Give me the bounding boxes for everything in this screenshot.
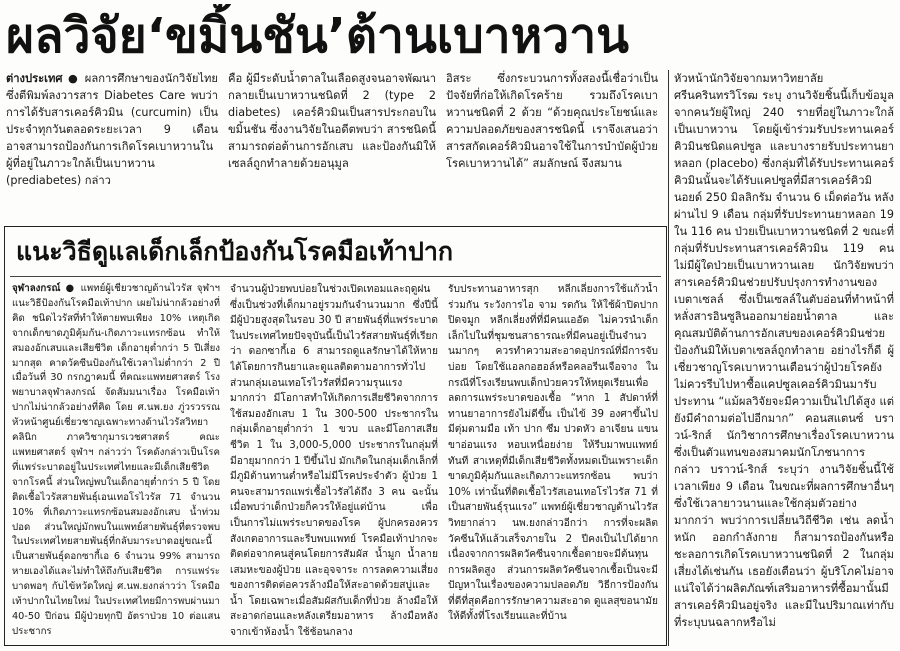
article2-text-col1: แพทย์ผู้เชี่ยวชาญด้านไวรัส จุฬาฯ แนะวิธีป้องกันโรคมือเท้าปาก เผยไม่น่ากลัวอย่างที่คิด ชนิดไวรัสที่ทำให้ตายพบเพียง 10% เหตุเกิดจากเด็กขาดภูมิคุ้มกัน-เกิดภาวะแทรกซ้อน ทำให้สมองอักเสบและเสียชีวิต เด็กอายุต่ำกว่า 5 ปีเสี่ยงมากสุด คาดวัคซีนป้องกันใช้เวลาไม่ต่ำกว่า 2 ปี เมื่อวันที่ 30 กรกฎาคมนี้ ที่คณะแพทยศาสตร์ โรงพยาบาลจุฬาลงกรณ์ จัดสัมมนาเรื่อง โรคมือเท้าปากไม่น่ากลัวอย่างที่คิด โดย ศ.นพ.ยง ภู่วรวรรณ หัวหน้าศูนย์เชี่ยวชาญเฉพาะทางด้านไวรัสวิทยาคลินิก ภาควิชากุมารเวชศาสตร์ คณะแพทยศาสตร์ จุฬาฯ กล่าวว่า โรคดังกล่าวเป็นโรคที่แพร่ระบาดอยู่ในประเทศไทยและมีเด็กเสียชีวิตจากโรคนี้ ส่วนใหญ่พบในเด็กอายุต่ำกว่า 5 ปี โดยติดเชื้อไวรัสสายพันธุ์เอนเทอโรไวรัส 71 จำนวน 10% ที่เกิดภาวะแทรกซ้อนสมองอักเสบ น้ำท่วมปอด ส่วนใหญ่มักพบในแพทย์สายพันธุ์ที่ตรวจพบในประเทศไทยสายพันธุ์ที่กลับมาระบาดอยู่ขณะนี้เป็นสายพันธุ์ดอกซากี้เอ 6 จำนวน 99% สามารถหายเองได้และไม่ทำให้ถึงกับเสียชีวิต การแพร่ระบาดพอๆ กับไข้หวัดใหญ่ ศ.นพ.ยงกล่าวว่า โรคมือเท้าปากในไทยใหม่ ในประเทศไทยมีการพบผ่านมา 40-50 ปีก่อน มีผู้ป่วยทุกปี อัตราป่วย 10 ต่อแสนประชากร	[12, 283, 220, 637]
article2-dateline: จุฬาลงกรณ์ ●	[12, 283, 76, 294]
article1-headline: ผลวิจัย‘ขมิ้นชัน’ต้านเบาหวาน	[6, 8, 629, 64]
article1-text-col4: หัวหน้านักวิจัยจากมหาวิทยาลัยศรีนครินทรวิโรฒ ระบุ งานวิจัยชิ้นนี้เก็บข้อมูลจากคนวัยผู้ใหญ่ 240 รายที่อยู่ในภาวะใกล้เป็นเบาหวาน โดยผู้เข้าร่วมรับประทานเคอร์คิวมินชนิดแคปซูล และบางรายรับประทานยาหลอก (placebo) ซึ่งกลุ่มที่ได้รับประทานเคอร์คิวมินนั้นจะได้รับแคปซูลที่มีสารเคอร์คิวมินอยด์ 250 มิลลิกรัม จำนวน 6 เม็ดต่อวัน หลังผ่านไป 9 เดือน กลุ่มที่รับประทานยาหลอก 19 ใน 116 คน ป่วยเป็นเบาหวานชนิดที่ 2 ขณะที่กลุ่มที่รับประทานสารเคอร์คิวมิน 119 คน ไม่มีผู้ใดป่วยเป็นเบาหวานเลย นักวิจัยพบว่า สารเคอร์คิวมินช่วยปรับปรุงการทำงานของเบตาเซลล์ ซึ่งเป็นเซลล์ในตับอ่อนที่ทำหน้าที่หลั่งสารอินซูลินออกมาย่อยน้ำตาล และคุณสมบัติต้านการอักเสบของเคอร์คิวมินช่วยป้องกันมิให้เบตาเซลล์ถูกทำลาย อย่างไรก็ดี ผู้เชี่ยวชาญโรคเบาหวานเตือนว่าผู้ป่วยโรคยังไม่ควรรีบไปหาซื้อแคปซูลเคอร์คิวมินมารับประทาน “แม้ผลวิจัยจะมีความเป็นไปได้สูง แต่ยังมีคำถามต่อไปอีกมาก” คอนสแตนซ์ บราวน์-ริกส์ นักวิชาการศึกษาเรื่องโรคเบาหวานซึ่งเป็นตัวแทนของสมาคมนักโภชนาการ กล่าว บราวน์-ริกส์ ระบุว่า งานวิจัยชิ้นนี้ใช้เวลาเพียง 9 เดือน ในขณะที่ผลการศึกษาอื่นๆ ซึ่งใช้เวลายาวนานและใช้กลุ่มตัวอย่างมากกว่า พบว่าการเปลี่ยนวิถีชีวิต เช่น ลดน้ำหนัก ออกกำลังกาย ก็สามารถป้องกันหรือชะลอการเกิดโรคเบาหวานชนิดที่ 2 ในกลุ่มเสี่ยงได้เช่นกัน เธอยังเตือนว่า ผู้บริโภคไม่อาจแน่ใจได้ว่าผลิตภัณฑ์เสริมอาหารที่ซื้อมานั้นมีสารเคอร์คิวมินอยู่จริง และมีในปริมาณเท่ากับที่ระบุบนฉลากหรือไม่	[674, 72, 894, 629]
article2-text-col2: จำนวนผู้ป่วยพบบ่อยในช่วงเปิดเทอมและฤดูฝน ซึ่งเป็นช่วงที่เด็กมาอยู่รวมกันจำนวนมาก ซึ่งปีนี้มีผู้ป่วยสูงสุดในรอบ 30 ปี สายพันธุ์ที่แพร่ระบาดในประเทศไทยปัจจุบันนี้เป็นไวรัสสายพันธุ์ที่เรียกว่า ดอกซากี้เอ 6 สามารถดูแลรักษาได้ให้หายได้โดยการกินยาและดูแลติดตามอาการทั่วไป ส่วนกลุ่มเอนเทอโรไวรัสที่มีความรุนแรงมากกว่า มีโอกาสทำให้เกิดการเสียชีวิตจากการใช้สมองอักเสบ 1 ใน 300-500 ประชากรในกลุ่มเด็กอายุต่ำกว่า 1 ขวบ และมีโอกาสเสียชีวิต 1 ใน 3,000-5,000 ประชากรในกลุ่มที่มีอายุมากกว่า 1 ปีขึ้นไป มักเกิดในกลุ่มเด็กเล็กที่มีภูมิต้านทานต่ำหรือไม่มีโรคประจำตัว ผู้ป่วย 1 คนจะสามารถแพร่เชื้อไวรัสได้ถึง 3 คน ฉะนั้นเมื่อพบว่าเด็กป่วยก็ควรให้อยู่แต่บ้าน เพื่อเป็นการไม่แพร่ระบาดของโรค ผู้ปกครองควรสังเกตอาการและรีบพบแพทย์ โรคมือเท้าปากจะติดต่อจากคนสู่คนโดยการสัมผัส น้ำมูก น้ำลาย เสมหะของผู้ป่วย และอุจจาระ การลดความเสี่ยงของการติดต่อควรล้างมือให้สะอาดด้วยสบู่และน้ำ โดยเฉพาะเมื่อสัมผัสกับเด็กที่ป่วย ล้างมือให้สะอาดก่อนและหลังเตรียมอาหาร ล้างมือหลังจากเข้าห้องน้ำ ใช้ช้อนกลาง	[230, 284, 438, 639]
column-divider	[668, 70, 669, 646]
article2-column-1	[12, 282, 220, 642]
article2-headline-rule	[10, 276, 661, 277]
article2-column-2	[230, 282, 438, 642]
article2-column-3	[448, 282, 658, 642]
article1-text-col2: คือ ผู้มีระดับน้ำตาลในเลือดสูงจนอาจพัฒนากลายเป็นเบาหวานชนิดที่ 2 (type 2 diabetes) เคอร์คิวมินเป็นสารประกอบในขมิ้นชัน ซึ่งงานวิจัยในอดีตพบว่า สารชนิดนี้สามารถต่อต้านการอักเสบ และป้องกันมิให้เซลล์ถูกทำลายด้วยอนุมูล	[228, 72, 436, 170]
article2-text-col3: รับประทานอาหารสุก หลีกเลี่ยงการใช้แก้วน้ำร่วมกัน ระวังการไอ จาม รดกัน ให้ใช้ผ้าปิดปากปิดจมูก หลีกเลี่ยงที่ที่มีคนแออัด ไม่ควรนำเด็กเล็กไปในที่ชุมชนสาธารณะที่มีคนอยู่เป็นจำนวนมากๆ ควรทำความสะอาดอุปกรณ์ที่มีการจับบ่อย โดยใช้แอลกอฮอล์หรือคลอรีนเจือจาง ในกรณีที่โรงเรียนพบเด็กป่วยควรให้หยุดเรียนเพื่อลดการแพร่ระบาดของเชื้อ “หาก 1 สัปดาห์ที่ทานยาอาการยังไม่ดีขึ้น เป็นไข้ 39 องศาขึ้นไป มีตุ่มตามมือ เท้า ปาก ซึม ปวดหัว อาเจียน แขนขาอ่อนแรง หอบเหนื่อยง่าย ให้รีบมาพบแพทย์ทันที สาเหตุที่มีเด็กเสียชีวิตทั้งหมดเป็นเพราะเด็กขาดภูมิคุ้มกันและเกิดภาวะแทรกซ้อน พบว่า 10% เท่านั้นที่ติดเชื้อไวรัสเอนเทอโรไวรัส 71 ที่เป็นสายพันธุ์รุนแรง” แพทย์ผู้เชี่ยวชาญด้านไวรัสวิทยากล่าว นพ.ยงกล่าวอีกว่า การที่จะผลิตวัคซีนให้แล้วเสร็จภายใน 2 ปีคงเป็นไปได้ยาก เนื่องจากการผลิตวัคซีนจากเชื้อตายจะมีต้นทุนการผลิตสูง ส่วนการผลิตวัคซีนจากเชื้อเป็นจะมีปัญหาในเรื่องของความปลอดภัย วิธีการป้องกันที่ดีที่สุดคือการรักษาความสะอาด ดูแลสุขอนามัยให้ดีทั้งที่โรงเรียนและที่บ้าน	[448, 284, 658, 623]
article1-column-1	[6, 70, 218, 220]
article1-column-3	[446, 70, 658, 220]
article1-column-4	[674, 70, 894, 646]
article1-column-2	[228, 70, 436, 220]
article1-dateline: ต่างประเทศ ●	[6, 72, 80, 85]
article2-headline: แนะวิธีดูแลเด็กเล็กป้องกันโรคมือเท้าปาก	[16, 237, 454, 266]
article1-text-col3: อิสระ ซึ่งกระบวนการทั้งสองนี้เชื่อว่าเป็นปัจจัยที่ก่อให้เกิดโรคร้าย รวมถึงโรคเบาหวานชนิดที่ 2 ด้วย “ด้วยคุณประโยชน์และความปลอดภัยของสารชนิดนี้ เราจึงเสนอว่าสารสกัดเคอร์คิวมินอาจใช้ในการบำบัดผู้ป่วยโรคเบาหวานได้” สมลักษณ์ จึงสมาน	[446, 72, 658, 170]
article1-text-col1: ผลการศึกษาของนักวิจัยไทยซึ่งตีพิมพ์ลงวารสาร Diabetes Care พบว่า การได้รับสารเคอร์คิวมิน (curcumin) เป็นประจำทุกวันตลอดระยะเวลา 9 เดือน อาจสามารถป้องกันการเกิดโรคเบาหวานในผู้ที่อยู่ในภาวะใกล้เป็นเบาหวาน (prediabetes) กล่าว	[6, 72, 218, 187]
